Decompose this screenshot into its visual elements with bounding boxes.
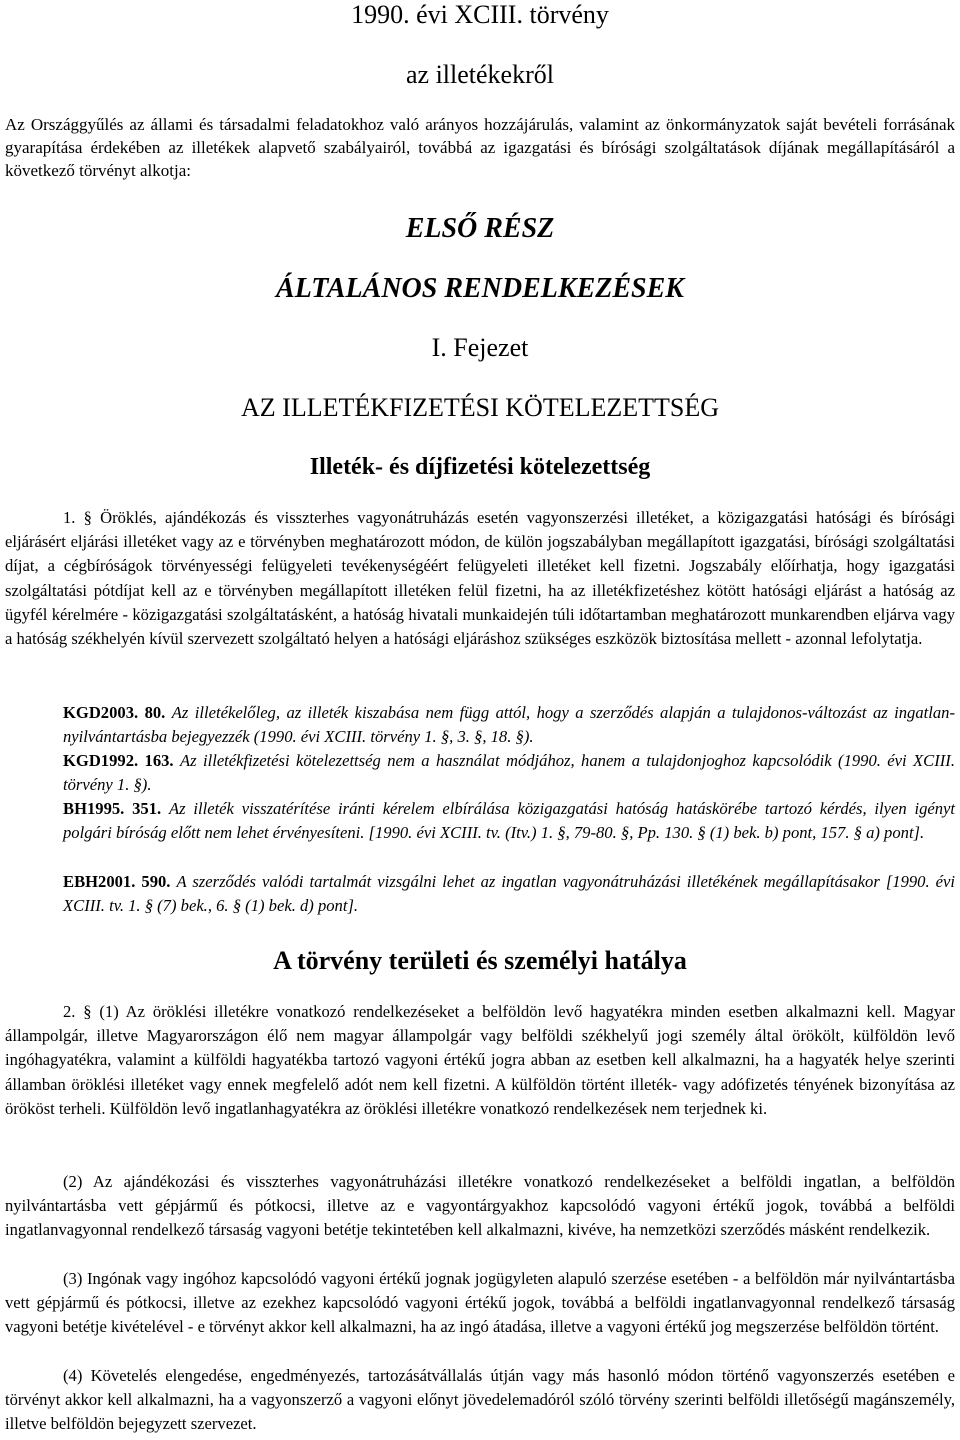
section-2-paragraph: (4) Követelés elengedése, engedményezés, tartozásátvállalás útján vagy más hasonló módon történő vagyonszerzés esetében e törvényt akkor kell alkalmazni, ha a vagyonszerző a vagyoni előnyt jövedelemadóról szóló törvény szerinti belföldi illetőségű magánszemély, illetve belföldön bejegyzett szervezet. — [5, 1366, 955, 1434]
section-heading: Illeték- és díjfizetési kötelezettség — [309, 454, 651, 480]
section-2-paragraph: 2. § (1) Az öröklési illetékre vonatkozó rendelkezéseket a belföldön levő hagyatékra minden esetben alkalmazni kell. Magyar állampolgár, illetve Magyarországon élő nem magyar állampolgár vagy belföldi székhelyű jogi személy által örökölt, külföldön levő ingóhagyatékra, valamint a külföldi hagyatékba tartozó vagyoni értékű jogra abban az esetben kell alkalmazni, ha a hagyaték helye szerinti államban öröklési illetéket vagy ennek megfelelő adót nem kell fizetni. A külföldön történt illeték- vagy adófizetés tényének bizonyítása az örököst terheli. Külföldön levő ingatlanhagyatékra az öröklési illetékre vonatkozó rendelkezések nem terjednek ki. — [5, 1002, 955, 1118]
section-2-paragraph: (2) Az ajándékozási és visszterhes vagyonátruházási illetékre vonatkozó rendelkezéseket a belföldi ingatlan, a belföldön nyilvántartásba vett gépjármű és pótkocsi, illetve az e vagyontárgyakhoz kapcsolódó vagyoni értékű jogok, továbbá a belföldi ingatlanvagyonnal rendelkező társaság vagyoni betétje tekintetében kell alkalmazni, kivéve, ha nemzetközi szerződés másként rendelkezik. — [5, 1172, 955, 1240]
part-subtitle: ÁLTALÁNOS RENDELKEZÉSEK — [276, 273, 684, 304]
decision-summary: Az illetékelőleg, az illeték kiszabása nem függ attól, hogy a szerződés alapján a tulajdonos-változást az ingatlan-nyilvántartásba bejegyezzék (1990. évi XCIII. törvény 1. §, 3. §, 18. §). — [63, 703, 955, 747]
section-heading: A törvény területi és személyi hatálya — [273, 946, 687, 975]
part-title: ELSŐ RÉSZ — [405, 213, 555, 244]
decision-reference: BH1995. 351. — [63, 799, 162, 818]
decision-reference: KGD1992. 163. — [63, 751, 174, 770]
chapter-subtitle: AZ ILLETÉKFIZETÉSI KÖTELEZETTSÉG — [241, 393, 719, 422]
decision-summary: A szerződés valódi tartalmát vizsgálni lehet az ingatlan vagyonátruházási illetékének megállapításakor [1990. évi XCIII. tv. 1. § (7) bek., 6. § (1) bek. d) pont]. — [63, 872, 955, 916]
court-decision — [63, 797, 955, 845]
decision-reference: KGD2003. 80. — [63, 703, 166, 722]
chapter-title: I. Fejezet — [431, 333, 529, 362]
court-decision — [63, 870, 955, 918]
decision-summary: Az illeték visszatérítése iránti kérelem elbírálása közigazgatási hatóság hatáskörébe tartozó kérdés, ilyen igényt polgári bíróság előtt nem lehet érvényesíteni. [1990. évi XCIII. tv. (Itv.) 1. §, 79-80. §, Pp. 130. § (1) bek. b) pont, 157. § a) pont]. — [63, 799, 955, 843]
section-2-paragraph: (3) Ingónak vagy ingóhoz kapcsolódó vagyoni értékű jognak jogügyleten alapuló szerzése esetében - a belföldön már nyilvántartásba vett gépjármű és pótkocsi, illetve az ezekhez kapcsolódó vagyoni értékű jogok, továbbá a belföldi ingatlanvagyonnal rendelkező társaság vagyoni betétje kivételével - e törvényt akkor kell alkalmazni, ha az ingó átadása, illetve a vagyoni értékű jog megszerzése belföldön történt. — [5, 1269, 955, 1337]
law-title: 1990. évi XCIII. törvény — [351, 0, 609, 29]
court-decision — [63, 749, 955, 797]
preamble: Az Országgyűlés az állami és társadalmi feladatokhoz való arányos hozzájárulás, valamint az önkormányzatok saját bevételi forrásának gyarapítása érdekében az illetékek alapvető szabályairól, továbbá az igazgatási és bírósági szolgáltatások díjának megállapításáról a következő törvényt alkotja: — [5, 115, 955, 180]
section-1-text: 1. § Öröklés, ajándékozás és visszterhes vagyonátruházás esetén vagyonszerzési illetéket, a közigazgatási hatósági és bírósági eljárásért eljárási illetéket vagy az e törvényben meghatározott módon, de külön jogszabályban megállapított igazgatási, bírósági szolgáltatási díjat, a cégbíróságok törvényességi felügyeleti tevékenységéért felügyeleti illetéket kell fizetni. Jogszabály előírhatja, hogy igazgatási szolgáltatási pótdíjat kell az e törvényben megállapított illetéken felül fizetni, ha az illetékfizetéshez kötött hatósági eljárást a hatóság az ügyfél kérelmére - közigazgatási szolgáltatásként, a hatóság hivatali munkaidején túli időtartamban meghatározott munkarendben eljárva vagy a hatóság székhelyén kívül szervezett szolgáltató helyen a hatósági eljáráshoz szükséges eszközök biztosítása mellett - azonnal lefolytatja. — [5, 508, 955, 649]
decision-summary: Az illetékfizetési kötelezettség nem a használat módjához, hanem a tulajdonjoghoz kapcsolódik (1990. évi XCIII. törvény 1. §). — [63, 751, 955, 795]
court-decision — [63, 701, 955, 749]
law-subtitle: az illetékekről — [406, 60, 554, 89]
decision-reference: EBH2001. 590. — [63, 872, 171, 891]
